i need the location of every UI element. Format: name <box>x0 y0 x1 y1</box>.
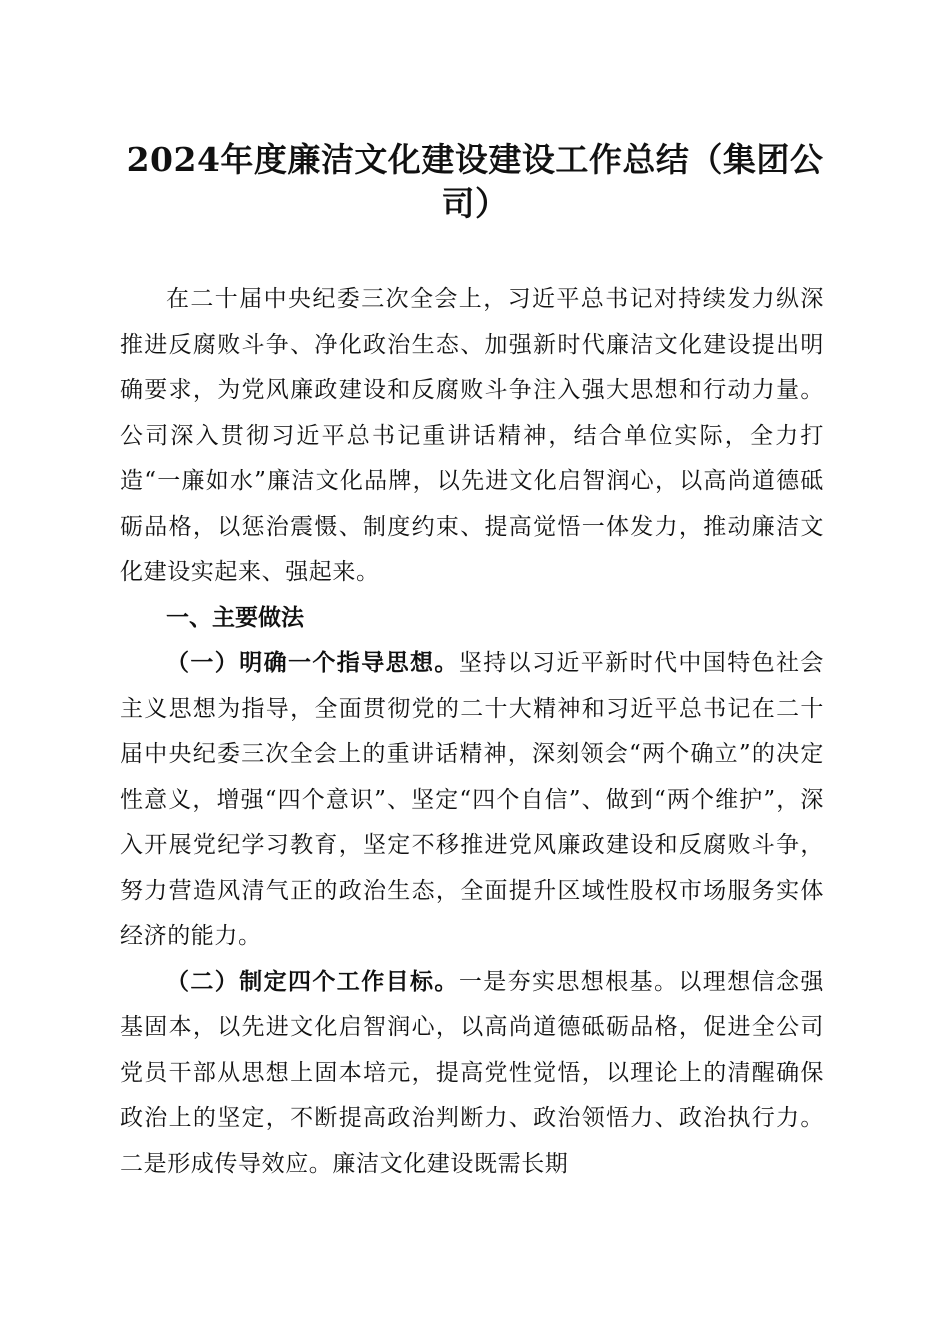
paragraph-text: 坚持以习近平新时代中国特色社会主义思想为指导，全面贯彻党的二十大精神和习近平总书记在二十届中央纪委三次全会上的重讲话精神，深刻领会“两个确立”的决定性意义，增强“四个意识”、坚定“四个自信”、做到“两个维护”，深入开展党纪学习教育，坚定不移推进党风廉政建设和反腐败斗争，努力营造风清气正的政治生态，全面提升区域性股权市场服务实体经济的能力。 <box>120 650 825 949</box>
intro-paragraph: 在二十届中央纪委三次全会上，习近平总书记对持续发力纵深推进反腐败斗争、净化政治生态、加强新时代廉洁文化建设提出明确要求，为党风廉政建设和反腐败斗争注入强大思想和行动力量。公司深入贯彻习近平总书记重讲话精神，结合单位实际，全力打造“一廉如水”廉洁文化品牌，以先进文化启智润心，以高尚道德砥砺品格，以惩治震慑、制度约束、提高觉悟一体发力，推动廉洁文化建设实起来、强起来。 <box>120 286 824 585</box>
section-heading-main-practices: 一、主要做法 <box>166 604 304 631</box>
document-title: 2024年度廉洁文化建设建设工作总结（集团公司） <box>126 140 824 223</box>
document-body <box>120 277 824 1187</box>
paragraph-guiding-thought <box>120 641 824 960</box>
paragraph-lead: （二）制定四个工作目标。 <box>166 968 459 995</box>
paragraph-lead: （一）明确一个指导思想。 <box>166 650 459 676</box>
paragraph-text: 一是夯实思想根基。以理想信念强基固本，以先进文化启智润心，以高尚道德砥砺品格，促进全公司党员干部从思想上固本培元，提高党性觉悟，以理论上的清醒确保政治上的坚定，不断提高政治判断力、政治领悟力、政治执行力。二是形成传导效应。廉洁文化建设既需长期 <box>120 968 825 1177</box>
paragraph-work-goals <box>120 960 824 1188</box>
